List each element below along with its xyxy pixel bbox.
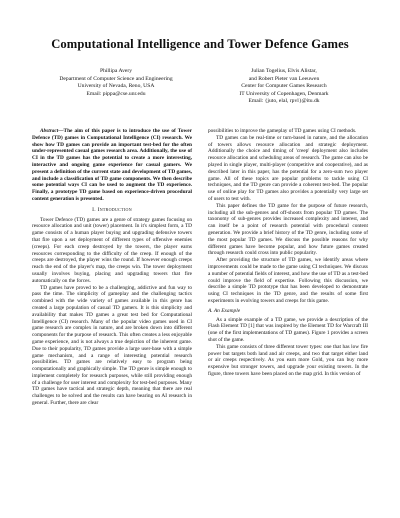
right-paragraph-1: possibilities to improve the gameplay of TD games using CI methods. — [208, 128, 357, 134]
right-column — [208, 128, 368, 378]
author-left-names: Phillipa Avery — [99, 68, 133, 74]
intro-paragraph-1: Tower Defence (TD) games are a genre of strategy games focusing on resource allocation and unit (tower) placement. In it's simplest form, a TD game consists of a human player buying and upgrading defensive towers that fire upon a set deployment of different types of offensive enemies (creeps). For each creep destroyed by the towers, the player earns resources corresponding to the difficulty of the creep. If enough of the creeps are destroyed, the player wins the round. If however enough creeps reach the end of the player's map, the creeps win. The tower deployment usually involves buying, placing and upgrading towers that fire automatically on the forces. — [32, 216, 192, 284]
author-left-dept: Department of Computer Science and Engineering — [59, 75, 173, 82]
author-right-names-2: and Robert Pieter van Leeuwen — [248, 75, 320, 82]
abstract-lead: Abstract — [40, 128, 59, 134]
author-left — [32, 68, 200, 98]
author-right-names: Julian Togelius, Elvis Alistar, — [251, 68, 317, 74]
right-paragraph-4: After providing the structure of TD games, we identify areas where improvements could be made to the game using CI techniques. We discuss a number of potential fields of interest, and how the use of TD as a test-bed could improve the field of expertise. Following this discussion, we describe a simple TD prototype that has been developed to demonstrate using CI techniques in the TD genre, and the results of some first experiments in evolving towers and creeps for this game. — [208, 257, 368, 304]
left-column — [32, 128, 192, 407]
author-block — [32, 68, 368, 112]
author-left-email: Email: pippa@cse.unr.edu — [86, 90, 146, 97]
intro-paragraph-2: TD games have proved to be a challenging, addictive and fun way to pass the time. The simplicity of gameplay and the challenging tactics combined with the wide variety of games available in this genre has created a large population of casual TD gamers. It is this simplicity and availability that makes TD games a great test bed for Computational Intelligence (CI) research. Many of the popular video games used in CI game research are complex in nature, and are broken down into different components for the purpose of research. This often creates a less enjoyable game experience, and is not always a true depiction of the inherent game. Due to their popularity, TD games provide a large user-base with a simple game mechanism, and a range of interesting potential research possibilities. TD games are relatively easy to program being computationally and graphically simple. The TD genre is simple enough to implement completely for research purposes, while still providing enough of a challenge for user interest and complexity for test-bed purposes. Many TD games have tactical and strategic depth, meaning that there are real challenges to be solved and the results can have bearing on AI research in general. Further, there are clear — [32, 284, 192, 407]
right-paragraph-6: This game consists of three different tower types: one that has low fire power but targets both land and air creeps, and two that target either land or air creeps respectively. As you earn more Gold, you can buy more expensive but stronger towers, and upgrade your existing towers. In the figure, three towers have been placed on the map grid. In this version of — [208, 343, 368, 377]
author-right-dept: Center for Computer Games Research — [241, 83, 327, 90]
abstract-text: —The aim of this paper is to introduce the use of Tower Defence (TD) games in Computational Intelligence (CI) research. We show how TD games can provide an important test-bed for the often under-represented casual games research area. Additionally, the use of CI in the TD games has the potential to create a more interesting, interactive and ongoing game experience for casual gamers. We present a definition of the current state and development of TD games, and include a classification of TD game components. We then describe some potential ways CI can be used to augment the TD experience. Finally, a prototype TD game based on experience-driven procedural content generation is presented. — [32, 128, 192, 202]
abstract — [32, 128, 192, 203]
author-right — [200, 68, 368, 106]
right-paragraph-3: This paper defines the TD game for the purpose of future research, including all the sub-genres and off-shoots from popular TD games. The taxonomy of sub-genres provides increased complexity and interest, and can itself be a point of research potential with procedural content generation. We provide a brief history of the TD genre, including some of the most popular TD games. We discuss the possible reasons for why different games have become popular, and how future games created through research could cross into public popularity. — [208, 202, 368, 257]
subsection-heading-example: A. An Example — [208, 307, 241, 314]
author-left-univ: University of Nevada, Reno, USA — [77, 83, 155, 90]
right-paragraph-2: TD games can be real-time or turn-based in nature, and the allocation of towers allows resource allocation and strategic deployment. Additionally the choice and timing of 'creep' deployment also includes resource allocation and scheduling areas of research. The game can also be played in single player, multi-player (competitive and cooperative), and as described later in this paper, has the potential for a zero-sum two player game. All of these topics are popular problems to tackle using CI techniques, and the TD genre can provide a coherent test-bed. The popular use of online play for TD games also provides a potentially very large set of users to test with. — [208, 134, 368, 202]
paper-title: Computational Intelligence and Tower Defence Games — [51, 37, 349, 51]
section-heading-introduction: I. Introduction — [92, 206, 132, 213]
author-right-email: Email: {juto, elal, rpvl}@itu.dk — [248, 98, 320, 105]
author-right-univ: IT University of Copenhagen, Denmark — [239, 90, 329, 97]
right-paragraph-5: As a simple example of a TD game, we provide a description of the Flash Element TD [1] that was inspired by the Element TD for Warcraft III (one of the first implementations of TD games). Figure 1 provides a screen shot of the game. — [208, 316, 368, 343]
